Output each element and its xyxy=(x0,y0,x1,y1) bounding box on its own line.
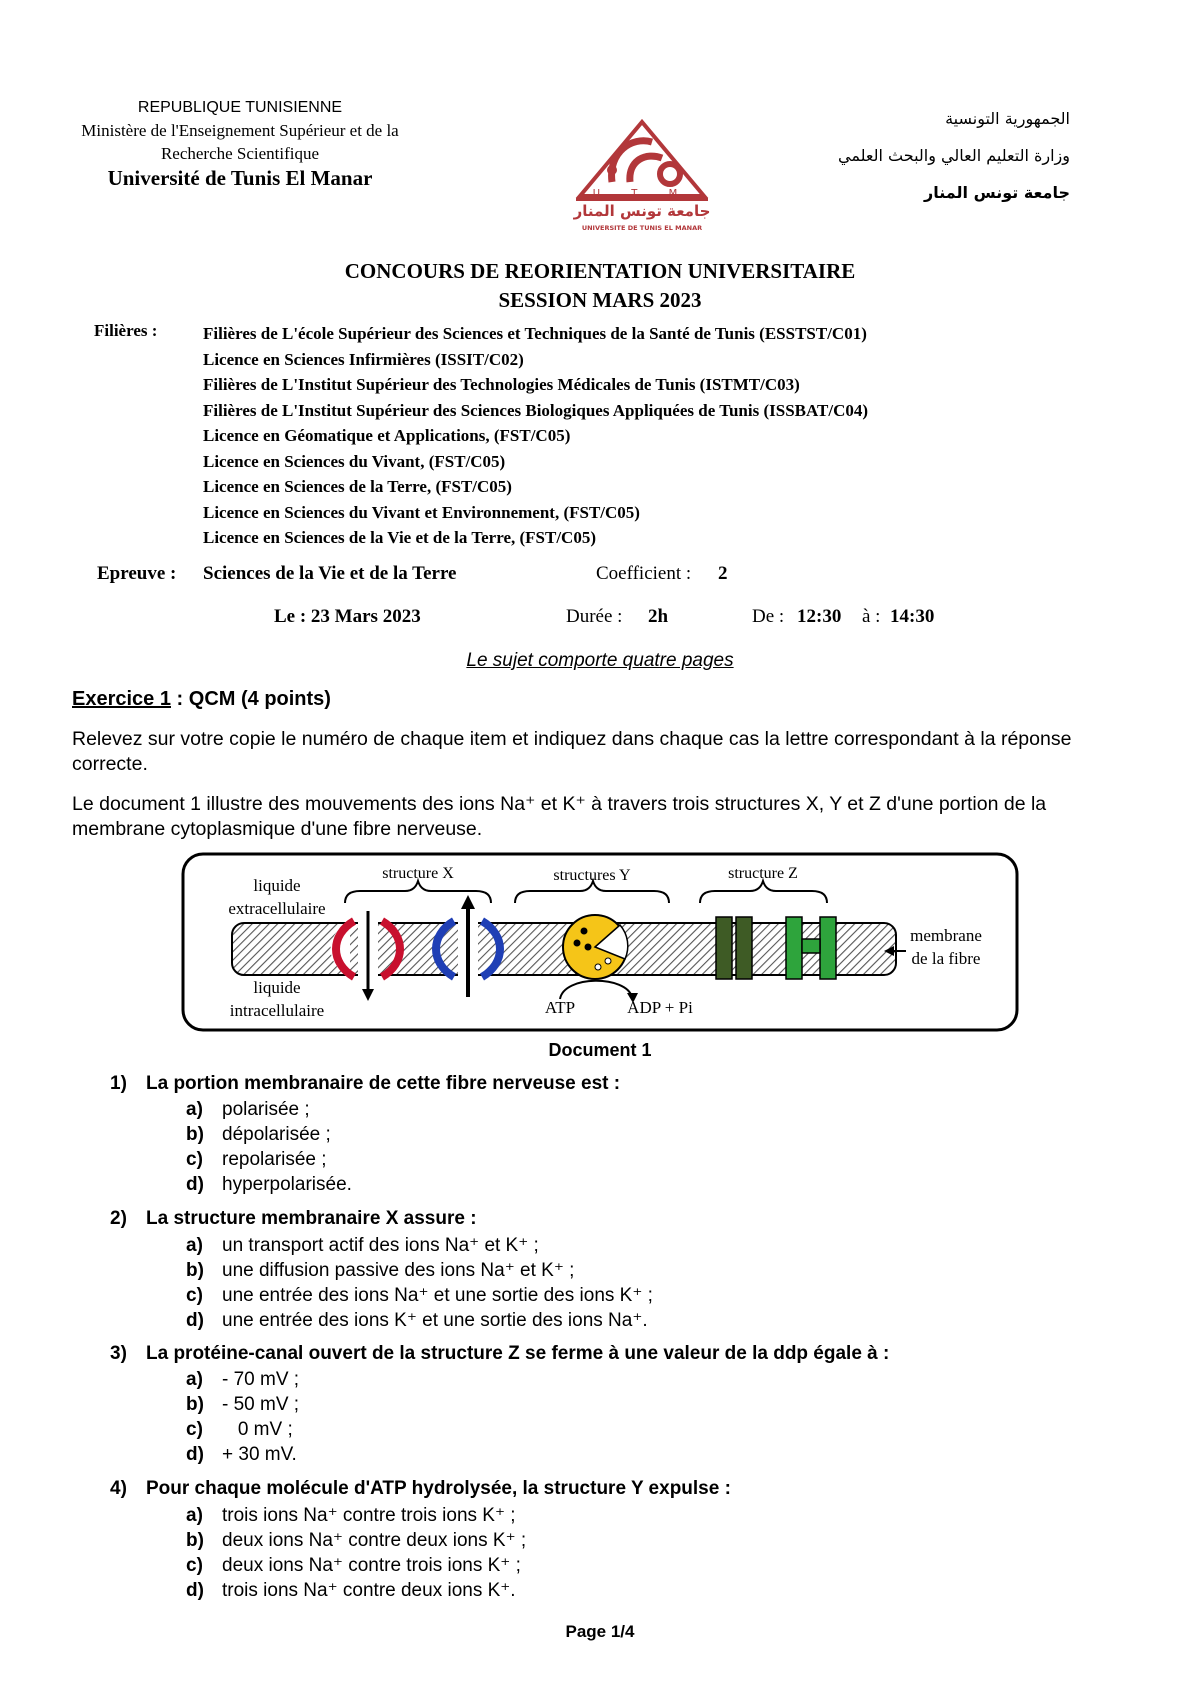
option xyxy=(186,1099,310,1121)
subject-note: Le sujet comporte quatre pages xyxy=(466,650,734,671)
university-logo xyxy=(572,112,712,234)
option xyxy=(186,1419,293,1441)
header-right xyxy=(770,100,1070,211)
option xyxy=(186,1444,297,1466)
filiere-item: Filières de L'Institut Supérieur des Technologies Médicales de Tunis (ISTMT/C03) xyxy=(203,375,800,394)
option-text: une entrée des ions K⁺ et une sortie des ions Na⁺. xyxy=(222,1310,648,1331)
membrane-diagram xyxy=(180,851,1020,1035)
coef-value: 2 xyxy=(718,563,728,584)
filiere-item: Licence en Sciences Infirmières (ISSIT/C02) xyxy=(203,349,524,369)
option-text: deux ions Na⁺ contre trois ions K⁺ ; xyxy=(222,1555,521,1576)
ministry-arabic: وزارة التعليم العالي والبحث العلمي xyxy=(838,146,1070,165)
filiere-item: Filières de L'école Supérieur des Sciences et Techniques de la Santé de Tunis (ESSTST/C01) xyxy=(203,324,867,343)
option-text: trois ions Na⁺ contre deux ions K⁺. xyxy=(222,1580,516,1601)
question-number: 1) xyxy=(110,1073,127,1094)
option xyxy=(186,1394,299,1416)
label-intracellular-1: liquide xyxy=(253,978,301,997)
filiere-item: Licence en Sciences du Vivant, (FST/C05) xyxy=(203,451,506,471)
option-text: trois ions Na⁺ contre trois ions K⁺ ; xyxy=(222,1505,516,1526)
exercise-title xyxy=(72,688,331,711)
label-structure-y: structures Y xyxy=(553,867,631,884)
option xyxy=(186,1504,516,1527)
filiere-item: Licence en Géomatique et Applications, (FST/C05) xyxy=(203,426,571,445)
label-extracellular-2: extracellulaire xyxy=(228,899,326,918)
duree-value: 2h xyxy=(648,606,669,627)
label-intracellular-2: intracellulaire xyxy=(229,1001,325,1020)
time-to: 14:30 xyxy=(890,606,935,627)
time-from-label: De : xyxy=(752,606,785,627)
option xyxy=(186,1174,352,1196)
option-text: deux ions Na⁺ contre deux ions K⁺ ; xyxy=(222,1530,527,1551)
label-adp: ADP + Pi xyxy=(627,998,693,1017)
option xyxy=(186,1309,648,1332)
header-left xyxy=(70,96,410,190)
green-channel-light-2 xyxy=(820,917,836,979)
option-letter: c) xyxy=(186,1419,203,1440)
logo-arabic: جامعة تونس المنار xyxy=(573,202,711,220)
epreuve-value: Sciences de la Vie et de la Terre xyxy=(203,563,457,584)
exercise-instructions: Relevez sur votre copie le numéro de chaque item et indiquez dans chaque cas la lettre correspondant à la réponse correcte. xyxy=(72,728,1072,775)
question-1 xyxy=(110,1073,620,1095)
label-membrane-2: de la fibre xyxy=(911,949,981,968)
logo-letters: U T M xyxy=(592,188,692,199)
ministry-label-2: Recherche Scientifique xyxy=(160,144,320,163)
filieres-label: Filières : xyxy=(94,321,158,340)
option-letter: b) xyxy=(186,1124,204,1145)
option-text: une diffusion passive des ions Na⁺ et K⁺ ; xyxy=(222,1260,575,1281)
option xyxy=(186,1529,526,1552)
label-membrane-1: membrane xyxy=(910,926,982,945)
option-letter: a) xyxy=(186,1235,203,1256)
option-letter: d) xyxy=(186,1444,204,1465)
filiere-item: Licence en Sciences de la Vie et de la Terre, (FST/C05) xyxy=(203,528,596,547)
green-channel-light-1 xyxy=(786,917,802,979)
question-text: Pour chaque molécule d'ATP hydrolysée, la structure Y expulse : xyxy=(146,1478,731,1499)
option-letter: b) xyxy=(186,1394,204,1415)
filiere-item: Licence en Sciences du Vivant et Environnement, (FST/C05) xyxy=(203,502,640,522)
question-number: 2) xyxy=(110,1208,127,1229)
epreuve-label: Epreuve : xyxy=(97,563,177,584)
label-extracellular-1: liquide xyxy=(253,876,301,895)
option xyxy=(186,1369,299,1391)
question-2 xyxy=(110,1208,477,1230)
option-letter: c) xyxy=(186,1149,203,1170)
option-text: 0 mV ; xyxy=(222,1419,293,1440)
option-letter: b) xyxy=(186,1260,204,1281)
option-letter: d) xyxy=(186,1174,204,1195)
time-from: 12:30 xyxy=(797,606,842,627)
document-1-diagram xyxy=(180,851,1020,1035)
option xyxy=(186,1554,521,1577)
filiere-item: Filières de L'Institut Supérieur des Sciences Biologiques Appliquées de Tunis (ISSBAT/C04) xyxy=(203,400,869,420)
time-to-label: à : xyxy=(862,606,881,627)
option xyxy=(186,1579,516,1602)
logo-graphic xyxy=(572,112,712,234)
option-letter: c) xyxy=(186,1555,203,1576)
question-4 xyxy=(110,1478,731,1500)
ministry-label: Ministère de l'Enseignement Supérieur et de la xyxy=(81,121,399,140)
republic-label: REPUBLIQUE TUNISIENNE xyxy=(137,99,343,116)
coef-label: Coefficient : xyxy=(596,563,692,584)
question-text: La structure membranaire X assure : xyxy=(146,1208,477,1229)
document-intro: Le document 1 illustre des mouvements des ions Na⁺ et K⁺ à travers trois structures X, Y et Z d'une portion de la membrane cytoplasmique d'une fibre nerveuse. xyxy=(72,793,1047,840)
option-text: - 50 mV ; xyxy=(222,1394,300,1415)
option xyxy=(186,1284,653,1307)
university-arabic: جامعة تونس المنار xyxy=(924,183,1070,202)
label-structure-x: structure X xyxy=(382,865,454,882)
option-letter: a) xyxy=(186,1505,203,1526)
exam-title: CONCOURS DE REORIENTATION UNIVERSITAIRE xyxy=(344,259,856,283)
green-channel-dark-2 xyxy=(736,917,752,979)
label-atp: ATP xyxy=(544,998,576,1017)
option-text: une entrée des ions Na⁺ et une sortie des ions K⁺ ; xyxy=(222,1285,653,1306)
university-name: Université de Tunis El Manar xyxy=(107,166,373,190)
question-number: 4) xyxy=(110,1478,127,1499)
option xyxy=(186,1149,327,1171)
option-letter: a) xyxy=(186,1099,203,1120)
filieres-list xyxy=(203,321,868,551)
question-text: La protéine-canal ouvert de la structure Z se ferme à une valeur de la ddp égale à : xyxy=(146,1343,890,1364)
option-text: + 30 mV. xyxy=(222,1444,297,1465)
label-structure-z: structure Z xyxy=(728,865,798,882)
republic-arabic: الجمهورية التونسية xyxy=(945,109,1070,128)
option-letter: a) xyxy=(186,1369,203,1390)
option-text: polarisée ; xyxy=(222,1099,310,1120)
green-channel-dark-1 xyxy=(716,917,732,979)
option-text: repolarisée ; xyxy=(222,1149,327,1170)
option xyxy=(186,1124,331,1146)
option-letter: b) xyxy=(186,1530,204,1551)
option-text: - 70 mV ; xyxy=(222,1369,300,1390)
question-3 xyxy=(110,1343,889,1365)
option-text: hyperpolarisée. xyxy=(222,1174,352,1195)
exercise-title-rest: : QCM (4 points) xyxy=(170,688,331,710)
option-text: un transport actif des ions Na⁺ et K⁺ ; xyxy=(222,1235,539,1256)
option-letter: c) xyxy=(186,1285,203,1306)
exam-date: Le : 23 Mars 2023 xyxy=(274,606,421,627)
exercise-title-number: Exercice 1 xyxy=(72,688,171,710)
question-number: 3) xyxy=(110,1343,127,1364)
filiere-item: Licence en Sciences de la Terre, (FST/C05) xyxy=(203,477,512,496)
option xyxy=(186,1234,539,1257)
option xyxy=(186,1259,574,1282)
exam-session: SESSION MARS 2023 xyxy=(498,288,702,312)
option-letter: d) xyxy=(186,1580,204,1601)
page-number: Page 1/4 xyxy=(565,1622,635,1641)
duree-label: Durée : xyxy=(566,606,623,627)
option-letter: d) xyxy=(186,1310,204,1331)
logo-caption: UNIVERSITE DE TUNIS EL MANAR xyxy=(581,224,703,232)
document-caption: Document 1 xyxy=(548,1040,652,1060)
question-text: La portion membranaire de cette fibre nerveuse est : xyxy=(146,1073,621,1094)
option-text: dépolarisée ; xyxy=(222,1124,331,1145)
